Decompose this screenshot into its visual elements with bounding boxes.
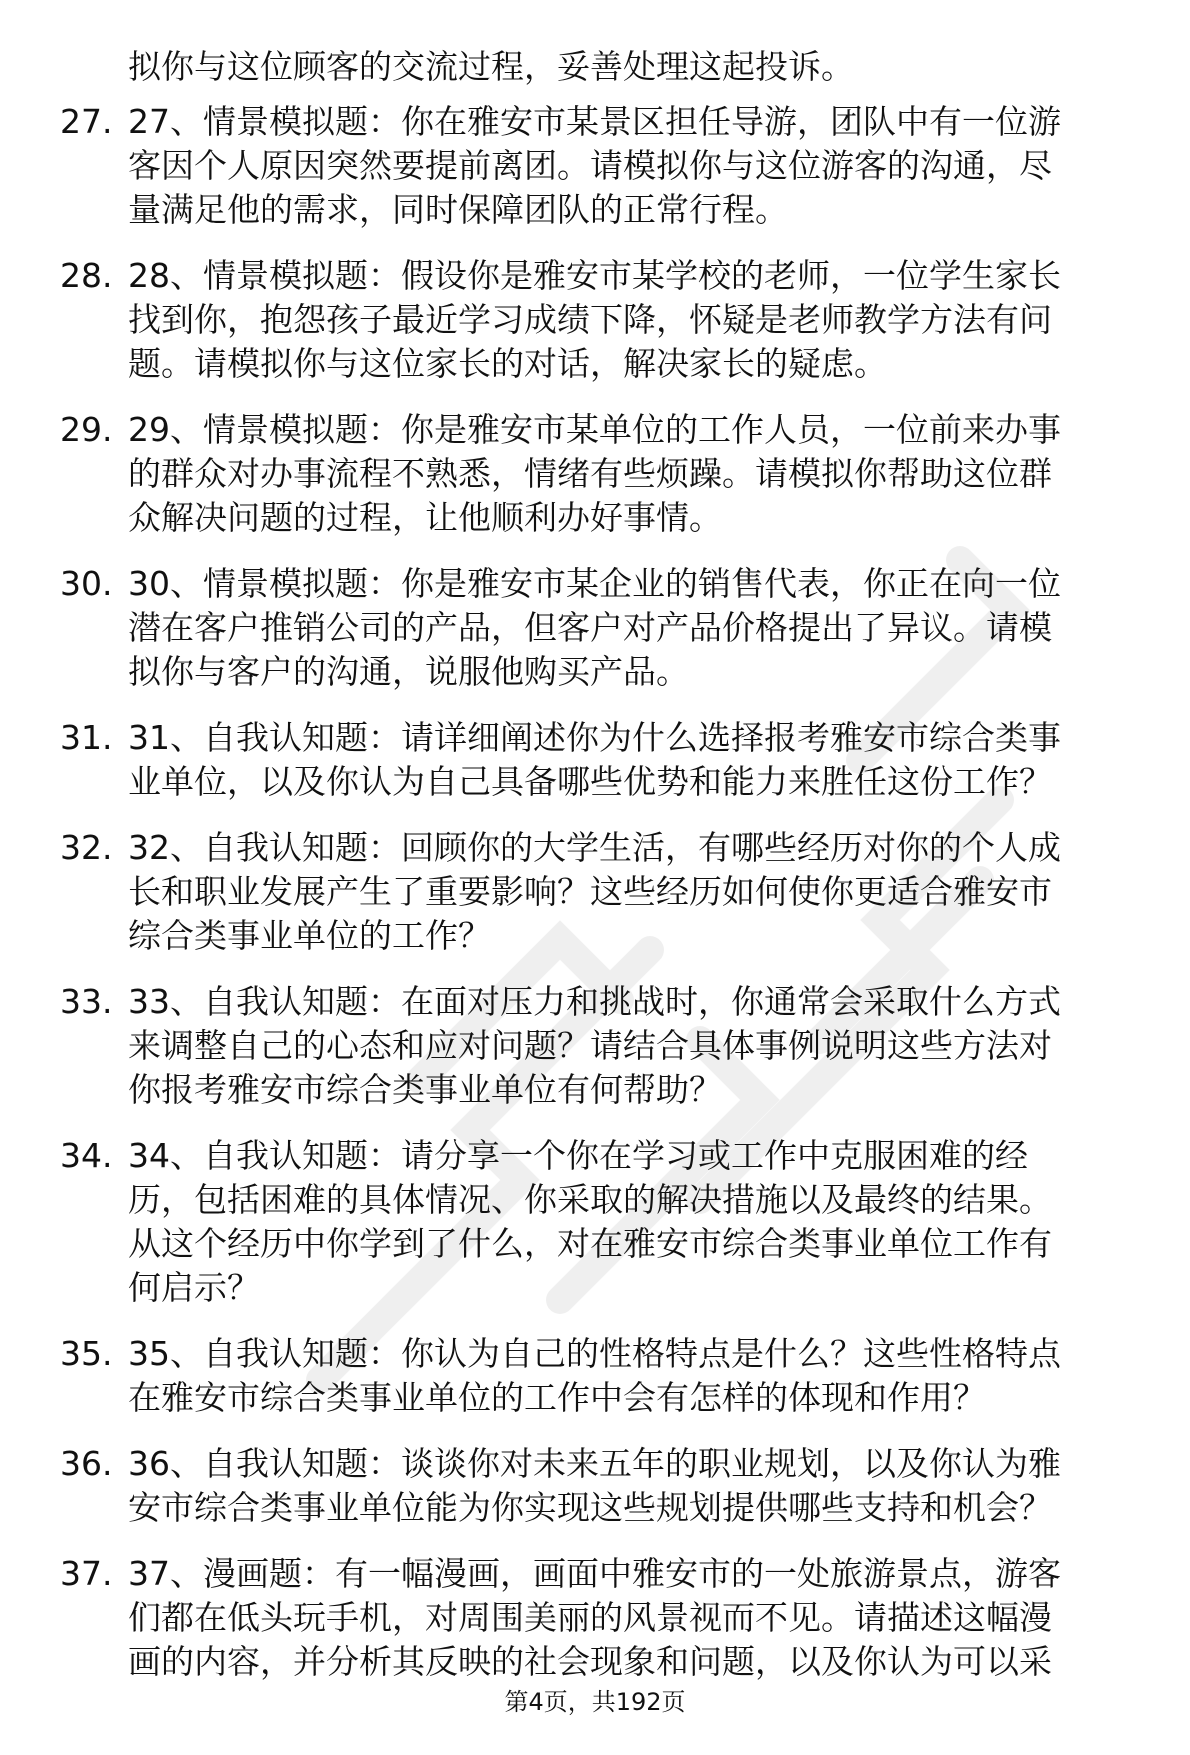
item-text-line: 长和职业发展产生了重要影响？这些经历如何使你更适合雅安市: [128, 872, 1052, 911]
item-text-line: 综合类事业单位的工作？: [128, 916, 491, 955]
item-text-line: 34、自我认知题：请分享一个你在学习或工作中克服困难的经: [128, 1136, 1028, 1175]
item-text-line: 拟你与客户的沟通，说服他购买产品。: [128, 652, 689, 691]
item-text-line: 36、自我认知题：谈谈你对未来五年的职业规划，以及你认为雅: [128, 1444, 1061, 1483]
item-number: 33.: [60, 982, 113, 1021]
item-number: 37.: [60, 1554, 113, 1593]
item-text-line: 37、漫画题：有一幅漫画，画面中雅安市的一处旅游景点，游客: [128, 1554, 1061, 1593]
item-text-line: 何启示？: [128, 1268, 260, 1307]
item-text-line: 题。请模拟你与这位家长的对话，解决家长的疑虑。: [128, 344, 887, 383]
item-text-line: 27、情景模拟题：你在雅安市某景区担任导游，团队中有一位游: [128, 102, 1061, 141]
item-text-line: 画的内容，并分析其反映的社会现象和问题，以及你认为可以采: [128, 1642, 1052, 1681]
item-text-line: 30、情景模拟题：你是雅安市某企业的销售代表，你正在向一位: [128, 564, 1061, 603]
continuation-line: 拟你与这位顾客的交流过程，妥善处理这起投诉。: [128, 47, 854, 86]
item-text-line: 历，包括困难的具体情况、你采取的解决措施以及最终的结果。: [128, 1180, 1052, 1219]
item-text-line: 众解决问题的过程，让他顺利办好事情。: [128, 498, 722, 537]
item-text-line: 31、自我认知题：请详细阐述你为什么选择报考雅安市综合类事: [128, 718, 1061, 757]
item-number: 31.: [60, 718, 113, 757]
item-text-line: 的群众对办事流程不熟悉，情绪有些烦躁。请模拟你帮助这位群: [128, 454, 1052, 493]
item-text-line: 客因个人原因突然要提前离团。请模拟你与这位游客的沟通，尽: [128, 146, 1052, 185]
item-number: 32.: [60, 828, 113, 867]
item-text-line: 量满足他的需求，同时保障团队的正常行程。: [128, 190, 788, 229]
item-number: 35.: [60, 1334, 113, 1373]
item-text-line: 安市综合类事业单位能为你实现这些规划提供哪些支持和机会？: [128, 1488, 1052, 1527]
item-text-line: 从这个经历中你学到了什么，对在雅安市综合类事业单位工作有: [128, 1224, 1052, 1263]
item-text-line: 你报考雅安市综合类事业单位有何帮助？: [128, 1070, 722, 1109]
item-text-line: 找到你，抱怨孩子最近学习成绩下降，怀疑是老师教学方法有问: [128, 300, 1052, 339]
item-text-line: 潜在客户推销公司的产品，但客户对产品价格提出了异议。请模: [128, 608, 1052, 647]
item-text-line: 们都在低头玩手机，对周围美丽的风景视而不见。请描述这幅漫: [128, 1598, 1052, 1637]
item-text-line: 29、情景模拟题：你是雅安市某单位的工作人员，一位前来办事: [128, 410, 1061, 449]
item-text-line: 33、自我认知题：在面对压力和挑战时，你通常会采取什么方式: [128, 982, 1061, 1021]
item-number: 34.: [60, 1136, 113, 1175]
item-text-line: 35、自我认知题：你认为自己的性格特点是什么？这些性格特点: [128, 1334, 1061, 1373]
item-number: 27.: [60, 102, 113, 141]
item-text-line: 业单位，以及你认为自己具备哪些优势和能力来胜任这份工作？: [128, 762, 1052, 801]
item-number: 29.: [60, 410, 113, 449]
item-number: 36.: [60, 1444, 113, 1483]
item-text-line: 28、情景模拟题：假设你是雅安市某学校的老师，一位学生家长: [128, 256, 1061, 295]
item-number: 30.: [60, 564, 113, 603]
item-text-line: 来调整自己的心态和应对问题？请结合具体事例说明这些方法对: [128, 1026, 1052, 1065]
item-text-line: 32、自我认知题：回顾你的大学生活，有哪些经历对你的个人成: [128, 828, 1061, 867]
item-text-line: 在雅安市综合类事业单位的工作中会有怎样的体现和作用？: [128, 1378, 986, 1417]
item-number: 28.: [60, 256, 113, 295]
page-footer: 第4页，共192页: [504, 1688, 686, 1716]
